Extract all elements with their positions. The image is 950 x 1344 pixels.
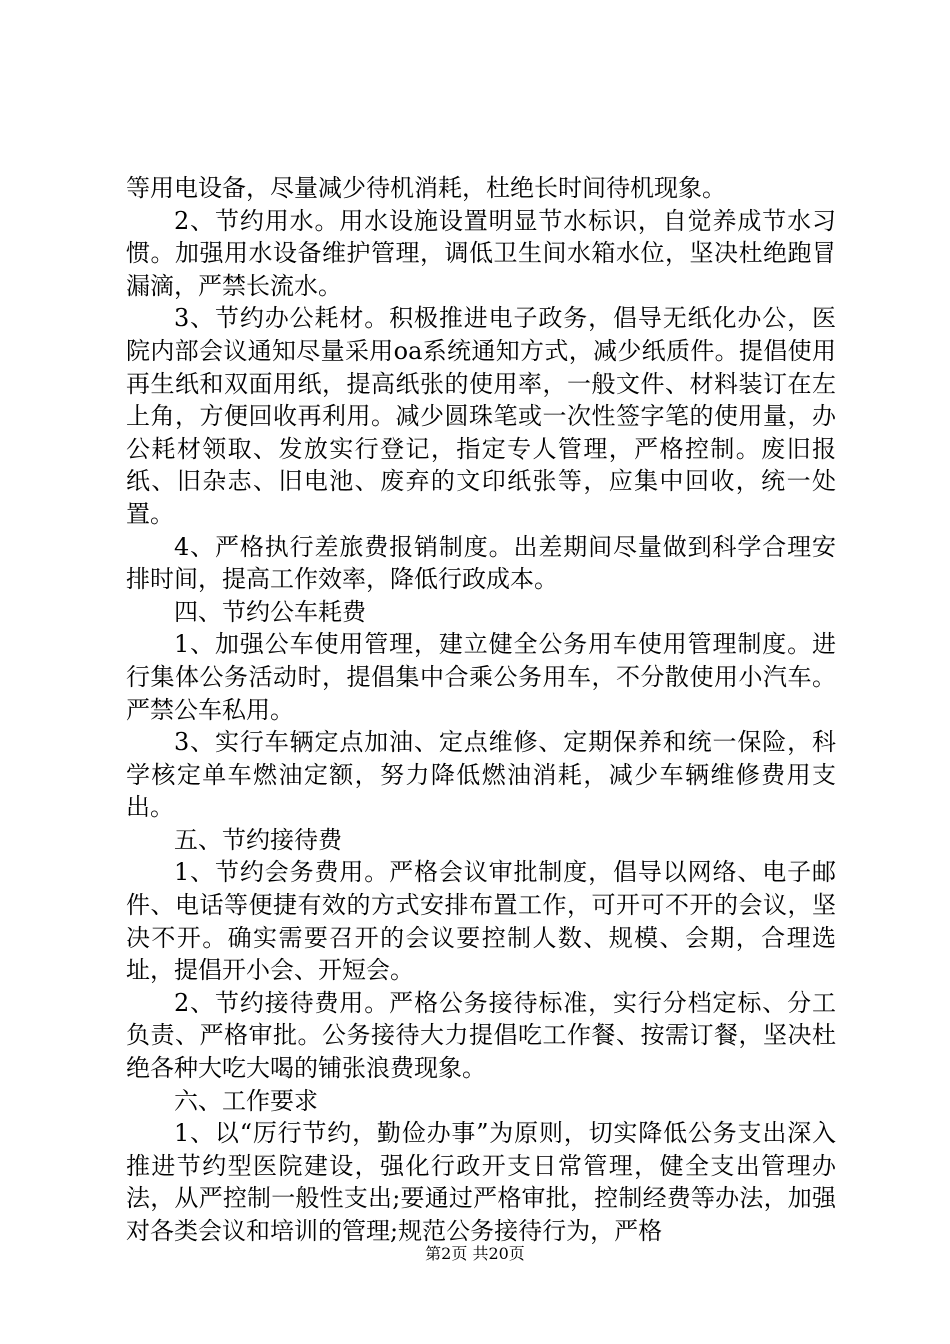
paragraph: 1、节约会务费用。严格会议审批制度，倡导以网络、电子邮件、电话等便捷有效的方式安排布置工作，可开可不开的会议，坚决不开。确实需要召开的会议要控制人数、规模、会期，合理选址，提倡开小会、开短会。 xyxy=(126,858,836,985)
paragraph: 4、严格执行差旅费报销制度。出差期间尽量做到科学合理安排时间，提高工作效率，降低行政成本。 xyxy=(126,532,836,594)
paragraph: 3、节约办公耗材。积极推进电子政务，倡导无纸化办公，医院内部会议通知尽量采用oa系统通知方式，减少纸质件。提倡使用再生纸和双面用纸，提高纸张的使用率，一般文件、材料装订在左上角，方便回收再利用。减少圆珠笔或一次性签字笔的使用量，办公耗材领取、发放实行登记，指定专人管理，严格控制。废旧报纸、旧杂志、旧电池、废弃的文印纸张等，应集中回收，统一处置。 xyxy=(126,304,836,528)
page-number-footer: 第2页 共20页 xyxy=(425,1244,525,1263)
section-heading: 六、工作要求 xyxy=(174,1086,318,1115)
paragraph: 2、节约用水。用水设施设置明显节水标识，自觉养成节水习惯。加强用水设备维护管理，调低卫生间水箱水位，坚决杜绝跑冒漏滴，严禁长流水。 xyxy=(126,206,836,300)
paragraph: 3、实行车辆定点加油、定点维修、定期保养和统一保险，科学核定单车燃油定额，努力降低燃油消耗，减少车辆维修费用支出。 xyxy=(126,728,836,822)
section-heading: 五、节约接待费 xyxy=(174,825,342,854)
paragraph: 等用电设备，尽量减少待机消耗，杜绝长时间待机现象。 xyxy=(126,174,726,202)
section-heading: 四、节约公车耗费 xyxy=(174,597,366,626)
paragraph: 1、以“厉行节约，勤俭办事”为原则，切实降低公务支出深入推进节约型医院建设，强化行政开支日常管理，健全支出管理办法，从严控制一般性支出;要通过严格审批，控制经费等办法，加强对各类会议和培训的管理;规范公务接待行为，严格 xyxy=(126,1119,836,1245)
paragraph: 1、加强公车使用管理，建立健全公务用车使用管理制度。进行集体公务活动时，提倡集中合乘公务用车，不分散使用小汽车。严禁公车私用。 xyxy=(126,630,836,724)
paragraph: 2、节约接待费用。严格公务接待标准，实行分档定标、分工负责、严格审批。公务接待大力提倡吃工作餐、按需订餐，坚决杜绝各种大吃大喝的铺张浪费现象。 xyxy=(126,988,836,1083)
document-body xyxy=(126,172,836,1248)
